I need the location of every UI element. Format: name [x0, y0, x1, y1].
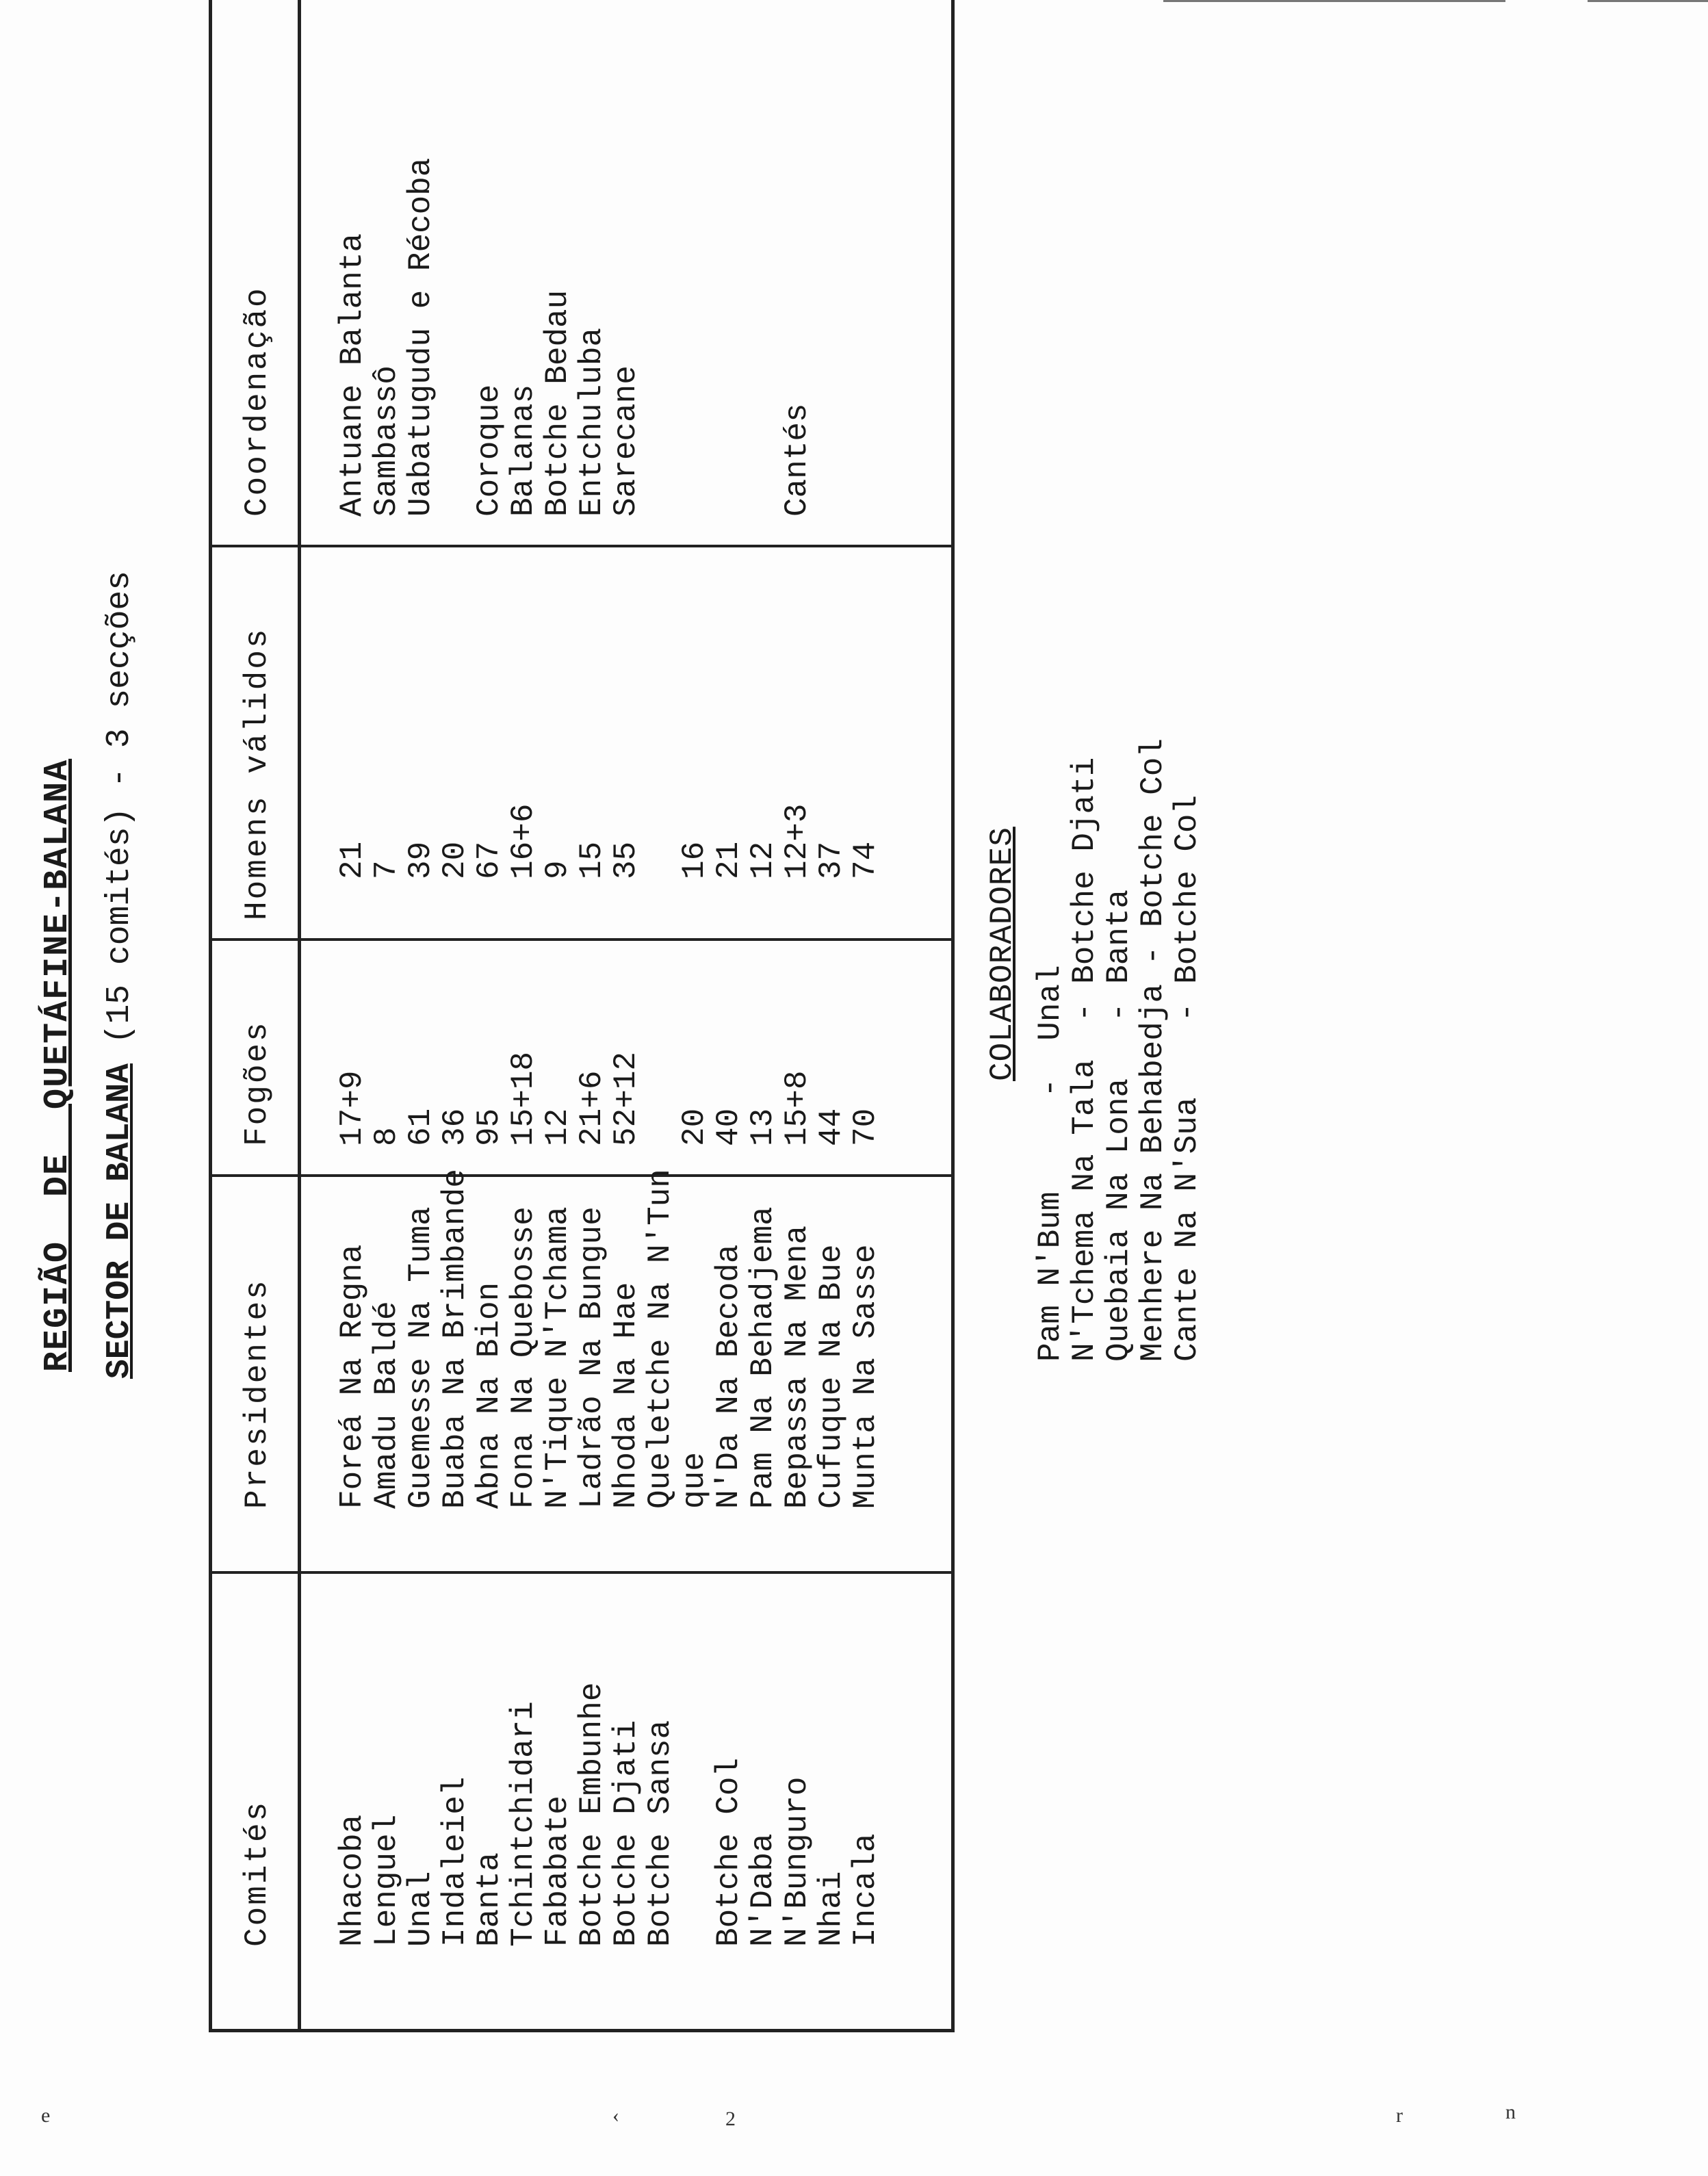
comite-cell: Lenguel: [369, 1814, 404, 1947]
column-divider: [212, 1571, 951, 1574]
page-number: 2: [725, 2108, 736, 2130]
coordenacao-cell: [712, 158, 746, 517]
fogoes-cell: 95: [471, 1108, 507, 1146]
presidente-cell: Buaba Na Brimbande: [437, 1169, 473, 1509]
colaborador-line: Menhere Na Behabedja - Botche Col: [1135, 738, 1171, 1362]
document-subtitle: [103, 571, 137, 1379]
homens-cell: 37: [814, 841, 849, 879]
homens-cell: 7: [369, 860, 404, 879]
coordenacao-cell: Sarecane: [608, 365, 644, 517]
column-presidentes: [335, 1169, 883, 1509]
presidente-cell: Nhoda Na Hae: [608, 1282, 644, 1509]
column-homens-validos: [335, 804, 883, 879]
column-divider: [212, 938, 951, 941]
homens-cell: 12+3: [779, 803, 815, 879]
header-fogoes: Fogões: [240, 1020, 275, 1146]
fogoes-cell: 17+9: [335, 1070, 370, 1146]
fogoes-cell: 52+12: [608, 1051, 644, 1146]
coordenacao-cell: [814, 158, 849, 517]
presidente-cell: Fona Na Quebosse: [506, 1206, 541, 1509]
fogoes-cell: 20: [677, 1108, 712, 1146]
presidente-cell: Guemesse Na Tuma: [403, 1206, 439, 1509]
presidente-cell: Abna Na Bion: [471, 1282, 507, 1509]
homens-cell: 16+6: [506, 803, 541, 879]
presidente-cell: Ladrão Na Bungue: [574, 1206, 610, 1509]
homens-cell: [643, 804, 677, 879]
colaborador-line: Pam N'Bum - Unal: [1033, 965, 1068, 1362]
footer-mark: r: [1396, 2104, 1403, 2127]
comite-cell: Botche Sansa: [643, 1720, 678, 1947]
comites-table: [209, 0, 955, 2032]
presidente-cell: Amadu Baldé: [369, 1301, 404, 1509]
coordenacao-cell: Uabatugudu e Récoba: [403, 157, 439, 517]
homens-cell: 21: [711, 841, 747, 879]
footer-mark: ‹: [612, 2104, 619, 2127]
homens-cell: 15: [574, 841, 610, 879]
comite-cell: Tchintchidari: [506, 1701, 541, 1947]
coordenacao-cell: Botche Bedau: [540, 289, 575, 517]
presidente-cell: Bepassa Na Mena: [779, 1225, 815, 1509]
fogoes-cell: 8: [369, 1127, 404, 1146]
comite-cell: Nhai: [814, 1871, 849, 1947]
coordenacao-cell: Antuane Balanta: [335, 233, 370, 517]
header-homens-validos: Homens válidos: [240, 627, 275, 920]
fogoes-cell: 61: [403, 1108, 439, 1146]
fogoes-cell: 15+18: [506, 1051, 541, 1146]
header-rule: [298, 0, 301, 2029]
presidente-cell: N'Tique N'Tchama: [540, 1206, 575, 1509]
coordenacao-cell: [746, 158, 780, 517]
homens-cell: 12: [745, 841, 781, 879]
fogoes-cell: 12: [540, 1108, 575, 1146]
fogoes-cell: 44: [814, 1108, 849, 1146]
comite-cell: N'Bunguro: [779, 1776, 815, 1947]
sector-name: SECTOR DE BALANA: [101, 1063, 138, 1379]
coordenacao-cell: [849, 158, 883, 517]
homens-cell: 67: [471, 841, 507, 879]
column-divider: [212, 545, 951, 547]
footer-mark: e: [41, 2104, 51, 2127]
comite-cell: Botche Col: [711, 1757, 747, 1947]
presidente-cell: N'Da Na Becoda: [711, 1244, 747, 1509]
document-title: REGIÃO DE QUETÁFINE-BALANA: [38, 758, 77, 1372]
coordenacao-cell: [438, 158, 472, 517]
comite-cell: Botche Embunhe: [574, 1682, 610, 1947]
column-comites: [335, 1683, 883, 1947]
column-fogoes: [335, 1052, 883, 1146]
comite-cell: Banta: [471, 1852, 507, 1947]
fogoes-cell: [643, 1052, 677, 1146]
homens-cell: 21: [335, 841, 370, 879]
comite-cell: N'Daba: [745, 1833, 781, 1947]
footer-mark: n: [1505, 2101, 1516, 2123]
sector-details: (15 comités) - 3 secções: [101, 571, 138, 1064]
presidente-cell: Foreá Na Regna: [335, 1244, 370, 1509]
coordenacao-cell: Cantés: [779, 403, 815, 517]
presidente-cell: Cufuque Na Bue: [814, 1244, 849, 1509]
comite-cell: Fababate: [540, 1796, 575, 1947]
colaborador-line: Cante Na N'Sua - Botche Col: [1169, 794, 1205, 1362]
fogoes-cell: 70: [848, 1108, 883, 1146]
homens-cell: 9: [540, 860, 575, 879]
coordenacao-cell: Sambassô: [369, 365, 404, 517]
header-comites: Comités: [240, 1800, 275, 1947]
comite-cell: Incala: [848, 1833, 883, 1947]
header-coordenacao: Coordenação: [240, 286, 275, 517]
fogoes-cell: 15+8: [779, 1070, 815, 1146]
colaboradores-list: [1033, 738, 1204, 1362]
fogoes-cell: 21+6: [574, 1070, 610, 1146]
fogoes-cell: 36: [437, 1108, 473, 1146]
presidente-cell: Munta Na Sasse: [848, 1244, 883, 1509]
comite-cell: Unal: [403, 1871, 439, 1947]
coordenacao-cell: Coroque: [471, 384, 507, 517]
comite-cell: Botche Djati: [608, 1720, 644, 1947]
homens-cell: 16: [677, 841, 712, 879]
comite-cell: Nhacoba: [335, 1814, 370, 1947]
colaborador-line: Quebaia Na Lona - Banta: [1101, 889, 1137, 1362]
presidente-cell: que: [677, 1452, 712, 1509]
coordenacao-cell: [677, 158, 712, 517]
presidente-cell: Queletche Na N'Tun: [643, 1169, 678, 1509]
homens-cell: 20: [437, 841, 473, 879]
comite-cell: Indaleiel: [437, 1776, 473, 1947]
coordenacao-cell: Balanas: [506, 384, 541, 517]
colaboradores-title: COLABORADORES: [985, 827, 1020, 1081]
comite-cell: [677, 1683, 712, 1947]
coordenacao-cell: [643, 158, 677, 517]
fogoes-cell: 40: [711, 1108, 747, 1146]
fogoes-cell: 13: [745, 1108, 781, 1146]
coordenacao-cell: Entchuluba: [574, 327, 610, 517]
presidente-cell: Pam Na Behadjema: [745, 1206, 781, 1509]
column-coordenacao: [335, 158, 883, 517]
homens-cell: 35: [608, 841, 644, 879]
colaborador-line: N'Tchema Na Tala - Botche Djati: [1067, 757, 1102, 1362]
header-presidentes: Presidentes: [240, 1278, 275, 1509]
homens-cell: 39: [403, 841, 439, 879]
homens-cell: 74: [848, 841, 883, 879]
